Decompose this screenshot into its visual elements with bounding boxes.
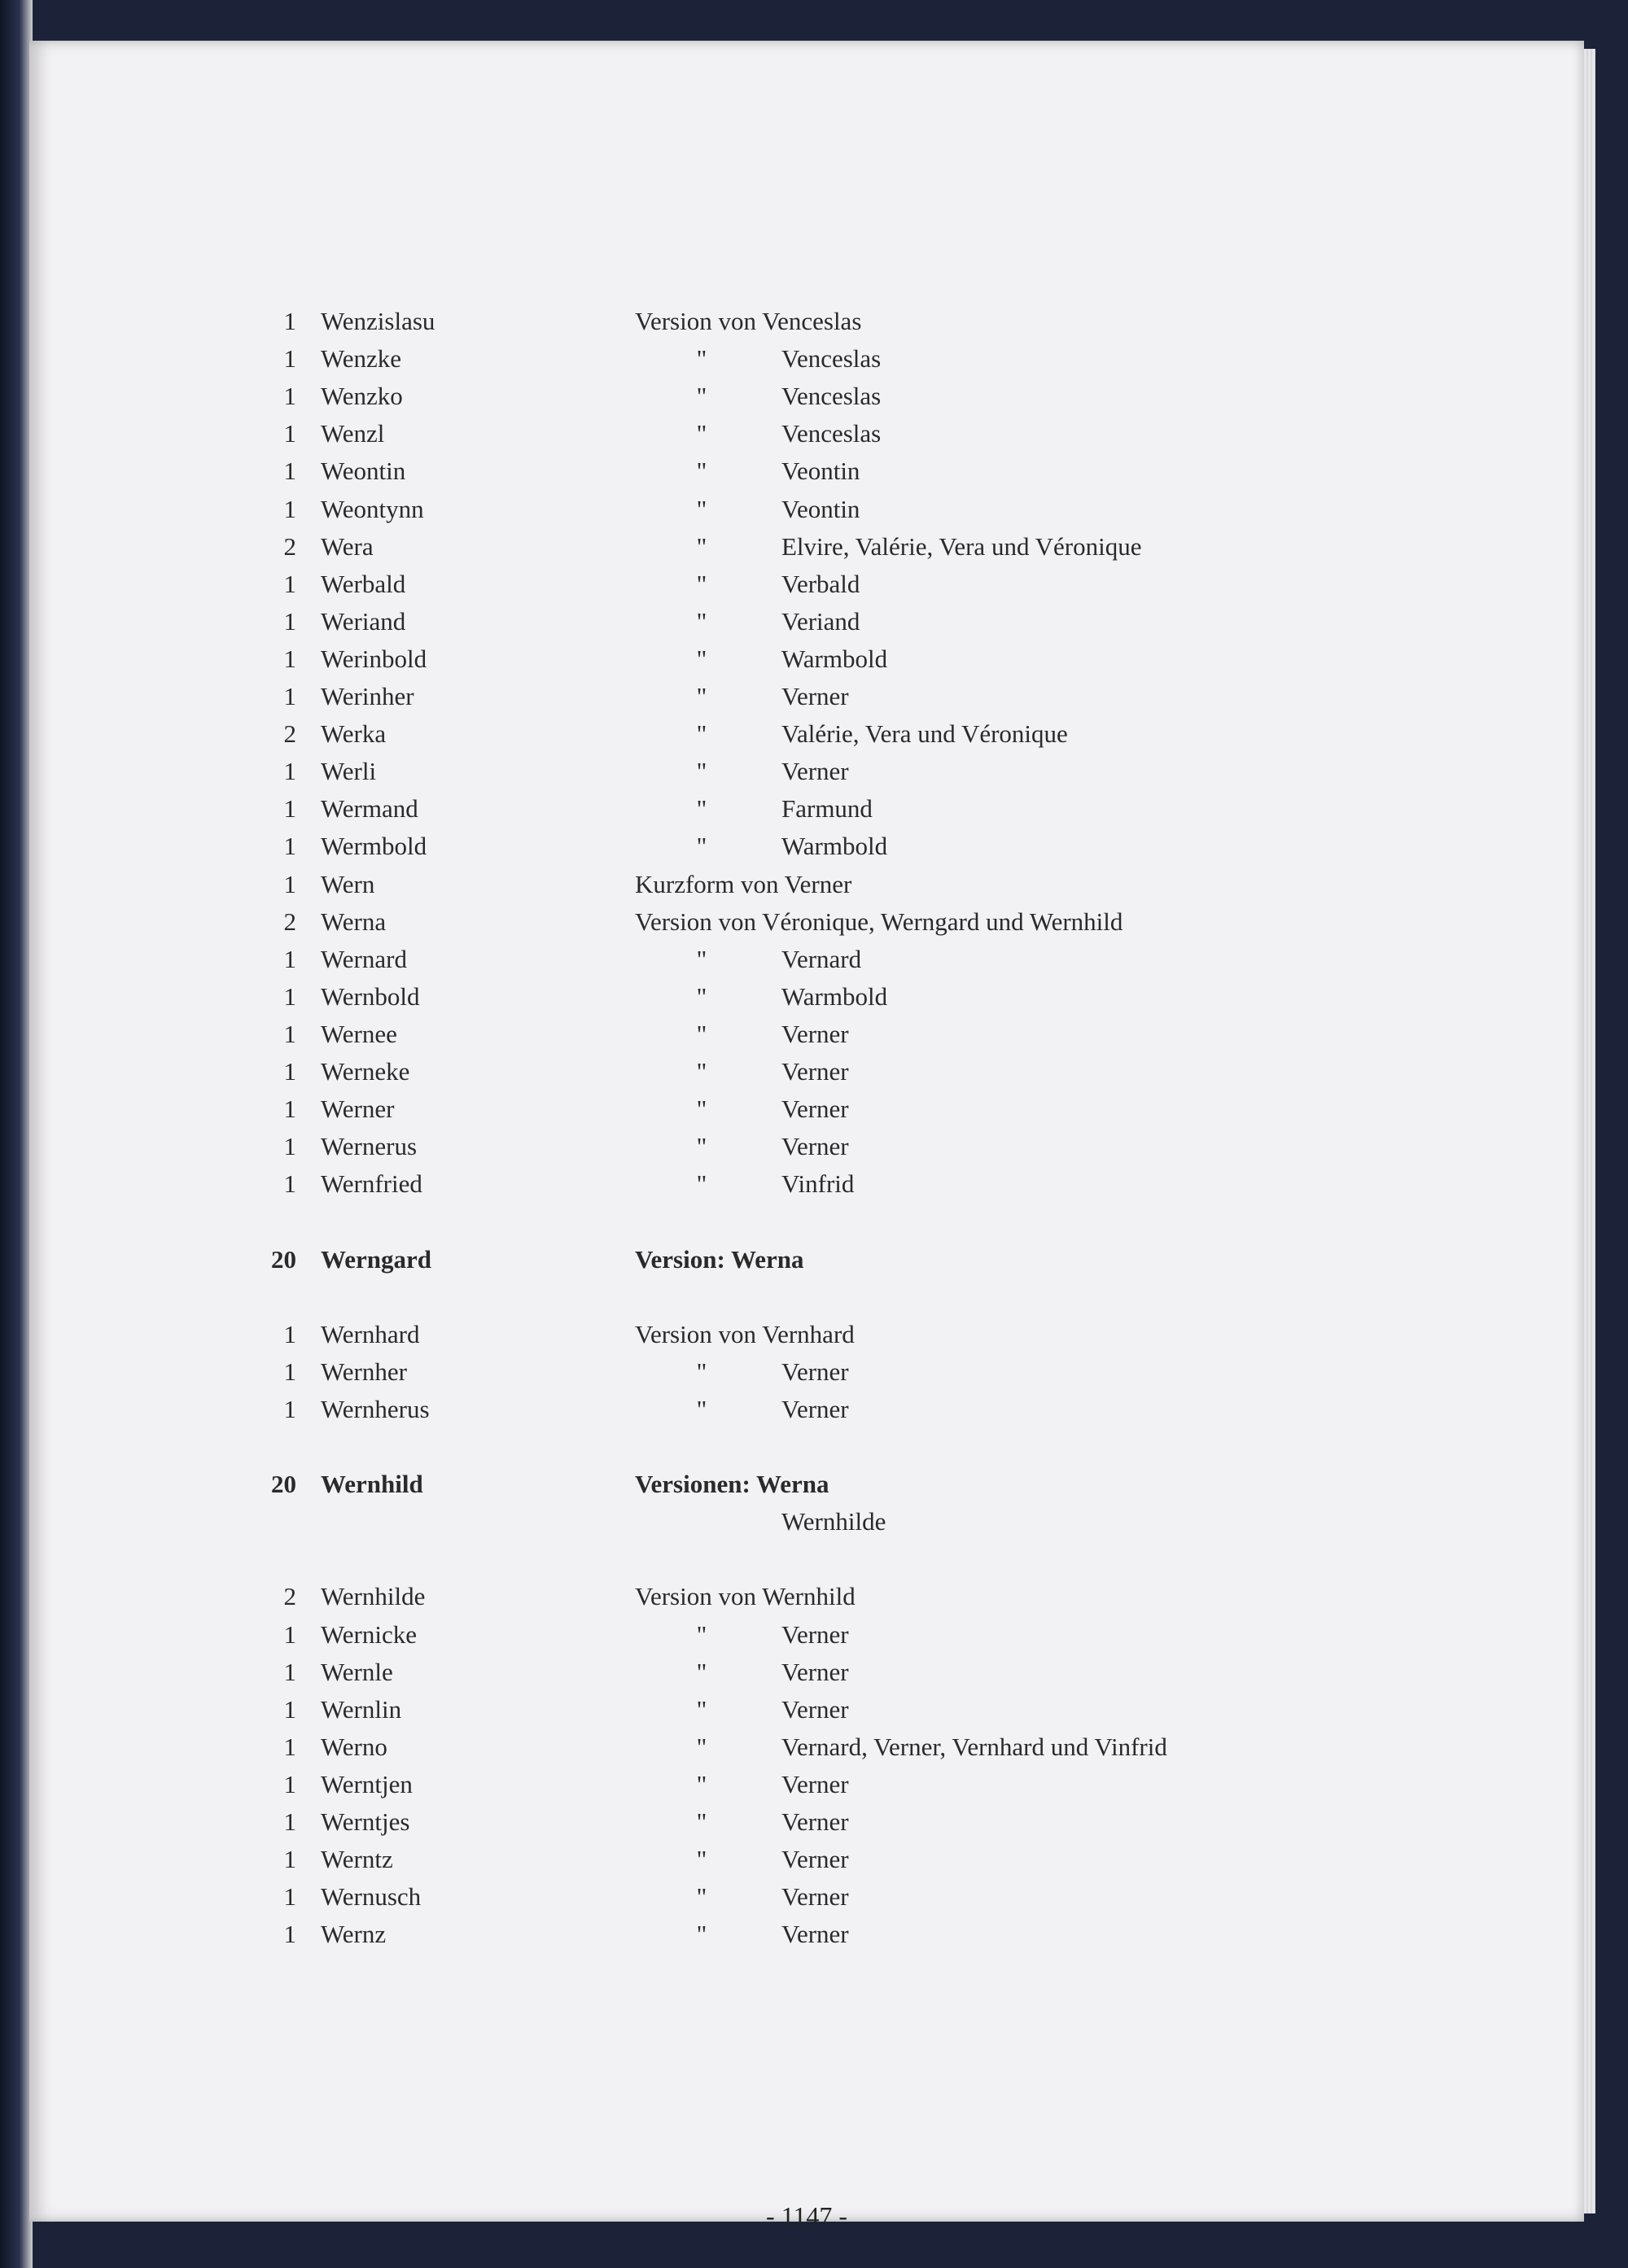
entry-name: Werno <box>321 1732 387 1761</box>
entry-name: Wera <box>321 531 374 561</box>
ditto-mark: " <box>696 644 707 673</box>
entry-row <box>29 528 1584 566</box>
entry-row <box>29 1841 1584 1878</box>
ditto-mark: " <box>696 1619 707 1649</box>
entry-count: 1 <box>283 1619 296 1649</box>
entry-description: Version von Vernhard <box>635 1319 855 1348</box>
entry-name: Wernherus <box>321 1394 430 1423</box>
entry-name: Wernfried <box>321 1169 422 1199</box>
entry-count: 1 <box>283 794 296 824</box>
entry-name: Weontynn <box>321 494 424 523</box>
entry-count: 1 <box>283 1694 296 1724</box>
entry-count: 1 <box>283 682 296 710</box>
entry-row <box>29 1466 1584 1503</box>
entry-count: 1 <box>283 1057 296 1086</box>
entry-reference: Venceslas <box>781 419 882 448</box>
entry-name: Wernerus <box>321 1132 418 1161</box>
entry-row <box>29 491 1584 528</box>
ditto-mark: " <box>696 531 707 561</box>
entry-reference: Vinfrid <box>781 1169 855 1199</box>
entry-count: 1 <box>283 1132 296 1161</box>
ditto-mark: " <box>696 1132 707 1161</box>
entry-reference: Verner <box>781 1095 849 1124</box>
entry-count: 2 <box>283 719 296 749</box>
entry-row <box>29 1728 1584 1766</box>
entry-count: 1 <box>283 1019 296 1048</box>
book-cover-edge <box>0 0 33 2268</box>
entry-row <box>29 566 1584 603</box>
entry-count: 1 <box>283 344 296 374</box>
entry-reference: Verbald <box>781 569 860 598</box>
entry-reference: Verner <box>781 1882 849 1912</box>
entry-count: 1 <box>283 981 296 1011</box>
entry-count: 1 <box>283 494 296 523</box>
entry-name: Weontin <box>321 457 406 486</box>
entry-name: Werntjes <box>321 1807 410 1836</box>
entry-row <box>29 603 1584 640</box>
entry-name: Werngard <box>321 1244 432 1274</box>
entry-name: Wernle <box>321 1657 393 1686</box>
ditto-mark: " <box>696 1095 707 1124</box>
entry-count: 1 <box>283 832 296 861</box>
entry-count: 20 <box>271 1244 296 1274</box>
ditto-mark: " <box>696 1357 707 1386</box>
entry-row <box>29 452 1584 490</box>
entry-count: 1 <box>283 1732 296 1761</box>
entry-reference: Verner <box>781 1394 849 1423</box>
entry-row <box>29 1691 1584 1728</box>
entry-count: 1 <box>283 1657 296 1686</box>
entry-row <box>29 1016 1584 1053</box>
entry-count: 1 <box>283 382 296 411</box>
ditto-mark: " <box>696 944 707 973</box>
entry-count: 1 <box>283 457 296 486</box>
entry-reference: Verner <box>781 757 849 786</box>
ditto-mark: " <box>696 682 707 710</box>
entry-count: 1 <box>283 569 296 598</box>
entry-row <box>29 1165 1584 1203</box>
entry-row <box>29 1578 1584 1615</box>
entry-name: Wernbold <box>321 981 420 1011</box>
entry-name: Werli <box>321 757 377 786</box>
entry-name: Wernhild <box>321 1470 423 1499</box>
entry-reference: Verner <box>781 1132 849 1161</box>
entry-reference: Verner <box>781 1619 849 1649</box>
entry-row <box>29 715 1584 753</box>
entry-count: 1 <box>283 1882 296 1912</box>
entry-count: 1 <box>283 419 296 448</box>
entry-row <box>29 1053 1584 1090</box>
entry-name: Wenzl <box>321 419 385 448</box>
entry-row <box>29 340 1584 378</box>
entry-name: Wernard <box>321 944 407 973</box>
entry-reference: Verner <box>781 1019 849 1048</box>
entry-description: Kurzform von Verner <box>635 869 852 898</box>
ditto-mark: " <box>696 757 707 786</box>
ditto-mark: " <box>696 1845 707 1874</box>
entry-count: 1 <box>283 1319 296 1348</box>
ditto-mark: " <box>696 1882 707 1912</box>
entry-reference: Veontin <box>781 494 860 523</box>
entry-row <box>29 1616 1584 1654</box>
entry-name: Wernhilde <box>321 1582 426 1611</box>
ditto-mark: " <box>696 794 707 824</box>
entry-name: Wernicke <box>321 1619 417 1649</box>
entry-row <box>29 790 1584 828</box>
entry-reference: Warmbold <box>781 981 888 1011</box>
entry-name: Werner <box>321 1095 395 1124</box>
entry-row <box>29 1766 1584 1803</box>
ditto-mark: " <box>696 1394 707 1423</box>
entry-row <box>29 1391 1584 1428</box>
ditto-mark: " <box>696 457 707 486</box>
entry-reference: Verner <box>781 1657 849 1686</box>
entry-reference: Venceslas <box>781 344 882 374</box>
entry-name: Werka <box>321 719 387 749</box>
entry-reference: Vernard, Verner, Vernhard und Vinfrid <box>781 1732 1167 1761</box>
entry-reference: Elvire, Valérie, Vera und Véronique <box>781 531 1142 561</box>
entry-count: 1 <box>283 1769 296 1798</box>
entry-description: Version von Wernhild <box>635 1582 856 1611</box>
entry-row <box>29 941 1584 978</box>
entry-row <box>29 828 1584 865</box>
entry-row <box>29 1241 1584 1278</box>
entry-reference: Warmbold <box>781 832 888 861</box>
entry-name: Werinbold <box>321 644 427 673</box>
entry-count: 1 <box>283 757 296 786</box>
entry-description: Versionen: Werna <box>635 1470 829 1499</box>
entry-count: 2 <box>283 907 296 936</box>
ditto-mark: " <box>696 832 707 861</box>
entry-reference: Verner <box>781 682 849 710</box>
ditto-mark: " <box>696 1732 707 1761</box>
entry-row <box>29 1878 1584 1916</box>
entry-count: 1 <box>283 606 296 636</box>
entry-reference: Veontin <box>781 457 860 486</box>
entry-name: Weriand <box>321 606 406 636</box>
entry-name: Wenzke <box>321 344 402 374</box>
entry-name: Werna <box>321 907 387 936</box>
entry-name: Wenzko <box>321 382 403 411</box>
entry-name: Wernher <box>321 1357 407 1386</box>
entry-description: Version von Véronique, Werngard und Wernhild <box>635 907 1123 936</box>
entry-reference: Verner <box>781 1920 849 1949</box>
ditto-mark: " <box>696 981 707 1011</box>
entry-count: 1 <box>283 644 296 673</box>
entry-reference: Venceslas <box>781 382 882 411</box>
ditto-mark: " <box>696 1169 707 1199</box>
entry-name: Werneke <box>321 1057 410 1086</box>
entry-count: 1 <box>283 1169 296 1199</box>
entry-reference: Verner <box>781 1769 849 1798</box>
entry-name: Wermbold <box>321 832 427 861</box>
entry-name: Werinher <box>321 682 414 710</box>
entry-name: Wernlin <box>321 1694 402 1724</box>
ditto-mark: " <box>696 1807 707 1836</box>
entry-name: Wernee <box>321 1019 397 1048</box>
entry-row <box>29 303 1584 340</box>
entry-reference: Verner <box>781 1807 849 1836</box>
ditto-mark: " <box>696 494 707 523</box>
ditto-mark: " <box>696 606 707 636</box>
entry-row <box>29 866 1584 903</box>
ditto-mark: " <box>696 1019 707 1048</box>
entry-reference: Vernard <box>781 944 862 973</box>
entry-name: Werntjen <box>321 1769 413 1798</box>
entry-row <box>29 1090 1584 1128</box>
ditto-mark: " <box>696 1694 707 1724</box>
entry-count: 20 <box>271 1470 296 1499</box>
entry-description: Version von Venceslas <box>635 307 862 335</box>
entry-row <box>29 1353 1584 1391</box>
entry-name: Werntz <box>321 1845 393 1874</box>
entry-row <box>29 753 1584 790</box>
entry-row <box>29 903 1584 941</box>
entry-reference: Verner <box>781 1845 849 1874</box>
name-register-list <box>29 41 1584 2222</box>
entry-row <box>29 1803 1584 1841</box>
entry-row <box>29 1654 1584 1691</box>
ditto-mark: " <box>696 1769 707 1798</box>
entry-count: 1 <box>283 1357 296 1386</box>
entry-reference: Farmund <box>781 794 873 824</box>
entry-count: 1 <box>283 1095 296 1124</box>
entry-count: 2 <box>283 531 296 561</box>
page-number: - 1147 - <box>765 2201 848 2231</box>
ditto-mark: " <box>696 719 707 749</box>
entry-reference: Verner <box>781 1057 849 1086</box>
entry-row <box>29 1503 1584 1540</box>
entry-row <box>29 378 1584 415</box>
book-page <box>29 41 1584 2231</box>
entry-reference: Valérie, Vera und Véronique <box>781 719 1068 749</box>
entry-name: Wenzislasu <box>321 307 435 335</box>
entry-row <box>29 978 1584 1016</box>
entry-name: Wernhard <box>321 1319 420 1348</box>
ditto-mark: " <box>696 1920 707 1949</box>
ditto-mark: " <box>696 419 707 448</box>
entry-reference: Veriand <box>781 606 860 636</box>
entry-name: Wernusch <box>321 1882 422 1912</box>
entry-row <box>29 415 1584 452</box>
entry-description: Version: Werna <box>635 1244 804 1274</box>
entry-row <box>29 678 1584 715</box>
entry-count: 1 <box>283 1920 296 1949</box>
entry-row <box>29 1916 1584 1953</box>
entry-count: 1 <box>283 1845 296 1874</box>
entry-row <box>29 1128 1584 1165</box>
entry-row <box>29 1316 1584 1353</box>
entry-count: 1 <box>283 944 296 973</box>
ditto-mark: " <box>696 382 707 411</box>
entry-name: Werbald <box>321 569 406 598</box>
ditto-mark: " <box>696 1057 707 1086</box>
entry-reference: Warmbold <box>781 644 888 673</box>
entry-description-continued: Wernhilde <box>781 1507 886 1536</box>
entry-name: Wernz <box>321 1920 387 1949</box>
ditto-mark: " <box>696 1657 707 1686</box>
entry-count: 2 <box>283 1582 296 1611</box>
entry-row <box>29 640 1584 678</box>
entry-count: 1 <box>283 1807 296 1836</box>
entry-name: Wern <box>321 869 375 898</box>
entry-count: 1 <box>283 869 296 898</box>
ditto-mark: " <box>696 344 707 374</box>
entry-reference: Verner <box>781 1357 849 1386</box>
entry-count: 1 <box>283 1394 296 1423</box>
entry-reference: Verner <box>781 1694 849 1724</box>
ditto-mark: " <box>696 569 707 598</box>
entry-name: Wermand <box>321 794 418 824</box>
entry-count: 1 <box>283 307 296 335</box>
